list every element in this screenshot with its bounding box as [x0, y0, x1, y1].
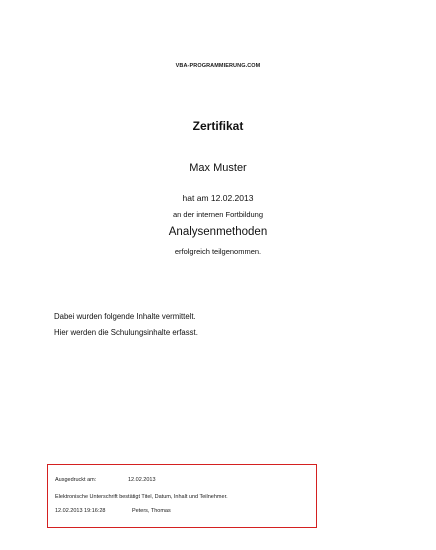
signature-note: Elektronische Unterschrift bestätigt Titel, Datum, Inhalt und Teilnehmer. — [55, 494, 228, 500]
content-line-2: Hier werden die Schulungsinhalte erfasst. — [54, 328, 198, 337]
signature-row — [55, 508, 171, 514]
printed-label: Ausgedruckt am: — [55, 477, 97, 483]
success-line: erfolgreich teilgenommen. — [174, 247, 262, 256]
certificate-title: Zertifikat — [192, 119, 244, 133]
printed-date: 12.02.2013 — [128, 477, 156, 483]
content-section — [54, 309, 198, 341]
signer-name: Peters, Thomas — [132, 508, 171, 514]
printed-row — [55, 477, 156, 483]
content-line-1: Dabei wurden folgende Inhalte vermittelt. — [54, 312, 196, 321]
course-name: Analysenmethoden — [168, 226, 268, 238]
site-header: VBA-PROGRAMMIERUNG.COM — [175, 63, 261, 69]
signature-box — [47, 464, 317, 528]
participant-name: Max Muster — [189, 162, 247, 174]
date-line: hat am 12.02.2013 — [182, 193, 254, 203]
training-line: an der internen Fortbildung — [172, 210, 264, 219]
signature-timestamp: 12.02.2013 19:16:28 — [55, 508, 106, 514]
